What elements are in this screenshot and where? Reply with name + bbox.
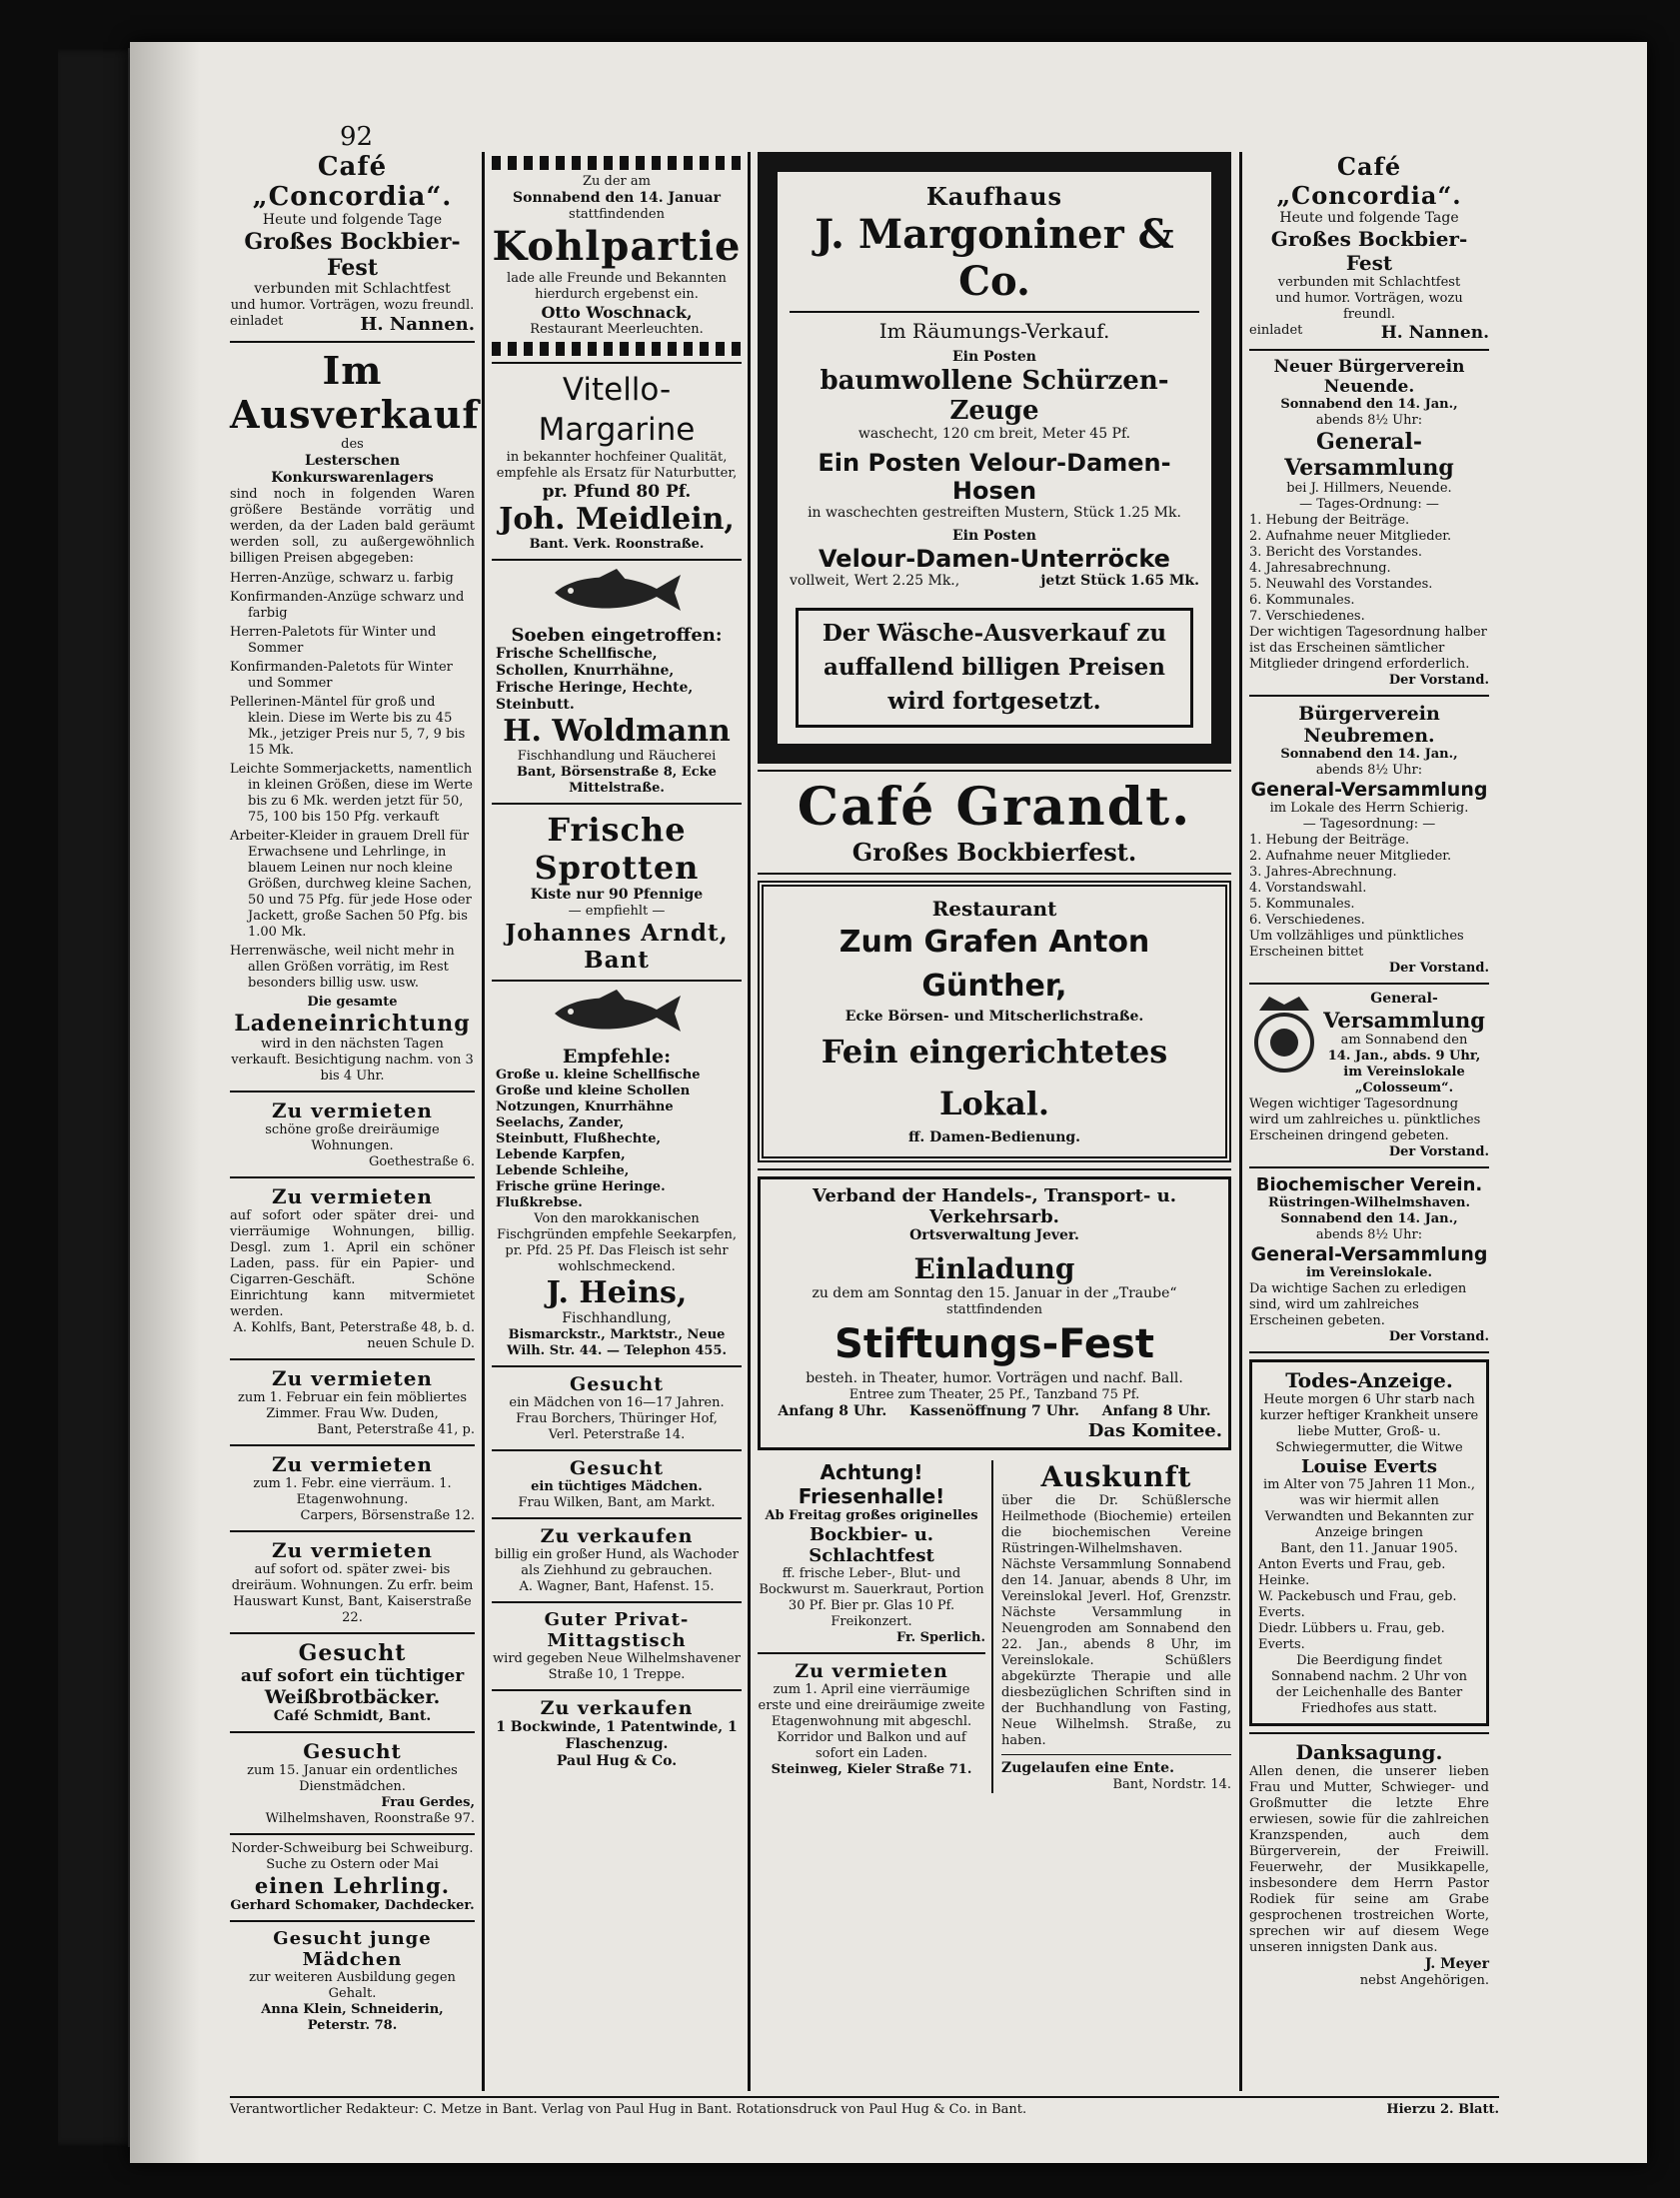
ad-signature: Das Komitee. <box>1087 1420 1222 1441</box>
list-item: Arbeiter-Kleider in grauem Drell für Erwachsene und Lehrlinge, in blauem Leinen nur noch kleine Größen, durchweg kleine Sachen, 50 und 75 Pfg. für jede Hose oder Jackett, große Sachen 50 Pfg. bis 1.00 Mk. <box>230 829 472 940</box>
todesanzeige-ad <box>1249 1359 1489 1726</box>
ad-signature: Der Vorstand. <box>1388 673 1489 688</box>
ad-line: auffallend billigen Preisen <box>824 654 1165 681</box>
concordia-ad <box>230 152 475 335</box>
ad-line: 14. Jan., abds. 9 Uhr, <box>1327 1049 1481 1064</box>
ad-line: Heute und folgende Tage <box>1279 210 1459 226</box>
ad-line: im Lokale des Herrn Schierig. <box>1269 801 1469 816</box>
ausverkauf-ad <box>230 348 480 1085</box>
ad-text: ein tüchtiges Mädchen. <box>531 1479 703 1494</box>
ad-line: — empfiehlt — <box>568 904 666 919</box>
ad-text: lade alle Freunde und Bekannten hierdurch ergebenst ein. <box>507 271 727 302</box>
list-item: Anton Everts und Frau, geb. Heinke. <box>1258 1557 1446 1588</box>
ad-line: ff. Damen-Bedienung. <box>907 1129 1081 1145</box>
ad-heading: Versammlung <box>1323 1008 1485 1033</box>
ad-line: verbunden mit Schlachtfest <box>254 281 451 297</box>
ad-line: Heute und folgende Tage <box>262 212 443 228</box>
neuende-ad <box>1249 357 1489 689</box>
sprotten-ad <box>492 811 742 974</box>
ad-line: empfehle als Ersatz für Naturbutter, <box>496 466 738 481</box>
ad-signature: Goethestraße 6. <box>369 1154 475 1169</box>
list-item: Konfirmanden-Anzüge schwarz und farbig <box>230 590 465 621</box>
ad-heading: General-Versammlung <box>1284 429 1454 481</box>
classified-ad <box>230 1366 475 1438</box>
colosseum-ad <box>1249 991 1489 1160</box>
fish-icon <box>547 988 687 1040</box>
ad-line: vollweit, Wert 2.25 Mk., <box>790 573 960 589</box>
ad-line: stattfindenden <box>569 207 665 222</box>
ad-title: Frische Sprotten <box>534 811 700 887</box>
ad-heading: Zu vermieten <box>272 1452 433 1476</box>
heins-ad <box>492 1046 742 1359</box>
ad-line: waschecht, 120 cm breit, Meter 45 Pf. <box>857 426 1131 442</box>
newspaper-page <box>130 42 1647 2163</box>
list-item: Herren-Anzüge, schwarz u. farbig <box>230 571 454 586</box>
list-item: 6. Kommunales. <box>1249 593 1355 608</box>
ad-heading: General-Versammlung <box>1250 1243 1488 1265</box>
gesucht-dienstmaedchen-ad <box>230 1739 475 1827</box>
list-item: Große u. kleine Schellfische <box>496 1068 701 1083</box>
ad-heading: Gesucht <box>570 1457 664 1479</box>
ad-line: zu dem am Sonntag den 15. Januar in der „Traube“ <box>812 1285 1177 1301</box>
ad-title: J. Heins, <box>546 1275 688 1310</box>
ad-signature: H. Nannen. <box>1380 323 1489 343</box>
gesucht-baecker-ad <box>230 1640 475 1725</box>
ad-line: Sonnabend den 14. Jan., <box>1280 747 1458 762</box>
ad-line: Kaufhaus <box>925 182 1063 211</box>
ad-heading: Empfehle: <box>562 1046 672 1068</box>
ad-text: Wegen wichtiger Tagesordnung wird um zahlreiches u. pünktliches Erscheinen dringend gebeten. <box>1249 1097 1481 1143</box>
ad-line: im Vereinslokale <box>1343 1065 1465 1080</box>
ad-title: Vitello-Margarine <box>538 372 696 448</box>
ad-title: Neuer Bürgerverein Neuende. <box>1273 357 1465 397</box>
list-item: 1. Hebung der Beiträge. <box>1249 833 1410 848</box>
ad-text: auf sofort od. später zwei- bis dreiräum. Wohnungen. Zu erfr. beim Hauswart Kunst, Bant, Kaiserstraße 22. <box>231 1562 474 1625</box>
page-footer <box>230 2096 1499 2118</box>
ad-title: Café „Concordia“. <box>252 152 453 212</box>
ad-heading: Gesucht <box>570 1373 664 1395</box>
ad-text: über die Dr. Schüßlersche Heilmethode (Biochemie) erteilen die biochemischen Vereine Rüstringen-Wilhelmshaven. Nächste Versammlung Sonnabend den 14. Januar, abends 8 Uhr, im Vereinslokal Jeverl. Hof, Grenzstr. Nächste Versammlung in Neuengroden am Sonnabend den 22. Jan., abends 8 Uhr, im Vereinslokale. Schüßlers abgekürzte Therapie und alle diesbezüglichen Schriften sind in der Buchhandlung von Fasting, Neue Wilhelmsh. Straße, zu haben. <box>1001 1493 1231 1748</box>
ad-signature: Gerhard Schomaker, Dachdecker. <box>230 1898 475 1913</box>
ad-line: Ein Posten <box>952 528 1036 544</box>
ad-heading: Louise Everts <box>1300 1456 1437 1477</box>
ad-heading: einen Lehrling. <box>254 1873 451 1898</box>
danksagung-ad <box>1249 1740 1489 1989</box>
list-item: Frische Schellfische, <box>496 646 658 662</box>
classified-ad <box>492 1697 742 1770</box>
concordia-ad <box>1249 152 1489 343</box>
ad-heading: General-Versammlung <box>1250 779 1488 801</box>
ad-heading: Zugelaufen eine Ente. <box>1001 1760 1174 1776</box>
ad-text: billig ein großer Hund, als Wachoder als Ziehhund zu gebrauchen. <box>495 1547 739 1578</box>
list-item: Flußkrebse. <box>496 1195 583 1210</box>
ad-text: im Alter von 75 Jahren 11 Mon., was wir hiermit allen Verwandten und Bekannten zur Anzeige bringen <box>1263 1477 1475 1540</box>
ad-signature: Paul Hug & Co. <box>556 1753 678 1769</box>
list-item: 6. Verschiedenes. <box>1249 913 1365 928</box>
classified-ad <box>492 1373 742 1443</box>
ad-title: Café Grandt. <box>797 777 1192 838</box>
vitello-ad <box>492 370 742 553</box>
friesenhalle-ad <box>758 1460 985 1646</box>
ad-line: Der Wäsche-Ausverkauf zu <box>822 620 1167 647</box>
ad-signature: Frau Wilken, Bant, am Markt. <box>518 1495 716 1510</box>
ad-line: im Vereinslokale. <box>1306 1265 1432 1280</box>
ad-text: Von den marokkanischen Fischgründen empfehle Seekarpfen, pr. Pfd. 25 Pf. Das Fleisch ist sehr wohlschmeckend. <box>497 1211 737 1274</box>
ad-signature: Otto Woschnack, <box>541 303 693 322</box>
ad-signature: Wilhelmshaven, Roonstraße 97. <box>265 1811 475 1826</box>
ad-title: Bürgerverein Neubremen. <box>1298 703 1440 747</box>
ad-text: Der wichtigen Tagesordnung halber ist das Erscheinen sämtlicher Mitglieder dringend erforderlich. <box>1249 625 1487 672</box>
ad-heading: Ladeneinrichtung <box>234 1011 471 1037</box>
ad-signature: A. Wagner, Bant, Hafenst. 15. <box>519 1579 715 1594</box>
classified-ad <box>230 1538 475 1626</box>
list-item: Lebende Schleihe, <box>496 1163 630 1178</box>
ad-line: wird fortgesetzt. <box>887 688 1101 715</box>
list-item: Frische grüne Heringe. <box>496 1179 666 1194</box>
ente-ad <box>1001 1760 1231 1793</box>
ad-line: in waschechten gestreiften Mustern, Stück 1.25 Mk. <box>808 505 1181 521</box>
ad-line: besteh. in Theater, humor. Vorträgen und nachf. Ball. <box>806 1370 1183 1386</box>
ad-heading: Gesucht <box>298 1640 407 1666</box>
ad-signature: Verl. Peterstraße 14. <box>548 1427 686 1442</box>
maedchen-ad <box>230 1928 475 2034</box>
ad-title: Im Ausverkauf <box>230 348 480 437</box>
ad-heading: Velour-Damen-Unterröcke <box>819 545 1170 573</box>
ad-line: „Colosseum“. <box>1354 1081 1454 1096</box>
ad-line: auf sofort ein tüchtiger <box>240 1666 465 1686</box>
ad-line: abends 8½ Uhr: <box>1315 1227 1423 1242</box>
ad-line: Restaurant Meerleuchten. <box>530 322 704 337</box>
list-item: 3. Jahres-Abrechnung. <box>1249 865 1397 880</box>
ad-line: abends 8½ Uhr: <box>1315 413 1423 428</box>
ad-line: Im Räumungs-Verkauf. <box>878 319 1110 343</box>
ad-line: Entree zum Theater, 25 Pf., Tanzband 75 Pf. <box>848 1387 1140 1402</box>
ad-title: Auskunft <box>1040 1460 1192 1493</box>
ad-title: Kohlpartie <box>492 223 742 270</box>
column-2 <box>492 152 742 1770</box>
list-item: 5. Neuwahl des Vorstandes. <box>1249 577 1433 592</box>
ad-heading: Zu vermieten <box>272 1366 433 1390</box>
ad-line: — Tagesordnung: — <box>1302 817 1436 832</box>
list-item: 2. Aufnahme neuer Mitglieder. <box>1249 529 1452 544</box>
column-3 <box>758 152 1231 1793</box>
ad-signature: A. Kohlfs, Bant, Peterstraße 48, b. d. neuen Schule D. <box>233 1320 475 1351</box>
imprint: Verantwortlicher Redakteur: C. Metze in Bant. Verlag von Paul Hug in Bant. Rotationsdruck von Paul Hug & Co. in Bant. <box>230 2102 1027 2117</box>
ad-text: zum 1. Februar ein fein möbliertes Zimmer. Frau Ww. Duden, <box>237 1390 468 1421</box>
classified-ad <box>492 1457 742 1511</box>
ad-title: Danksagung. <box>1295 1740 1443 1764</box>
list-item: Konfirmanden-Paletots für Winter und Sommer <box>230 660 453 691</box>
ad-line: wird in den nächsten Tagen verkauft. Besichtigung nachm. von 3 bis 4 Uhr. <box>231 1037 474 1084</box>
ad-line: Sonnabend den 14. Januar <box>513 190 721 206</box>
ad-heading: Fein eingerichtetes Lokal. <box>821 1033 1168 1122</box>
ad-line: — Tages-Ordnung: — <box>1299 497 1439 512</box>
ad-title: Stiftungs-Fest <box>835 1321 1154 1367</box>
ad-heading: Gesucht <box>303 1739 402 1763</box>
list-item: 2. Aufnahme neuer Mitglieder. <box>1249 849 1452 864</box>
ad-signature: Anna Klein, Schneiderin, Peterstr. 78. <box>261 2002 444 2033</box>
list-item: Lebende Karpfen, <box>496 1147 626 1162</box>
ad-text: schöne große dreiräumige Wohnungen. <box>265 1122 440 1153</box>
margoniner-ad <box>758 152 1231 764</box>
classified-ad <box>230 1099 475 1170</box>
vermieten-ad <box>758 1660 985 1778</box>
list-item: 5. Kommunales. <box>1249 897 1355 912</box>
ad-signature: Frau Gerdes, <box>381 1795 475 1810</box>
ad-line: pr. Pfund 80 Pf. <box>542 482 692 502</box>
ad-signature: nebst Angehörigen. <box>1359 1973 1489 1988</box>
ad-box <box>796 608 1193 728</box>
ad-title: Einladung <box>913 1252 1075 1285</box>
ad-title: Johannes Arndt, Bant <box>505 920 729 974</box>
ad-text: zum 1. April eine vierräumige erste und eine dreiräumige zweite Etagenwohnung mit abgeschl. Korridor und Balkon und auf sofort ein Laden. <box>758 1682 985 1761</box>
list-item: 3. Bericht des Vorstandes. <box>1249 545 1423 560</box>
list-item: 1. Hebung der Beiträge. <box>1249 513 1410 528</box>
ad-line: Ecke Börsen- und Mitscherlichstraße. <box>844 1009 1144 1025</box>
ad-line: Lesterschen Konkurswarenlagers <box>271 453 434 486</box>
ad-text: ff. frische Leber-, Blut- und Bockwurst m. Sauerkraut, Portion 30 Pf. Bier pr. Glas 10 Pf. Freikonzert. <box>759 1566 984 1629</box>
ad-text: zum 15. Januar ein ordentliches Dienstmädchen. <box>247 1763 458 1794</box>
ad-line: Zu der am <box>583 174 651 189</box>
lehrling-ad <box>230 1841 475 1914</box>
ad-line: Rüstringen-Wilhelmshaven. <box>1268 1195 1470 1210</box>
kohlpartie-ad <box>492 174 742 338</box>
list-item: Frische Heringe, Hechte, <box>496 680 694 696</box>
grandt-ad <box>758 778 1231 867</box>
column-1 <box>230 152 480 2034</box>
ad-heading: Gesucht junge Mädchen <box>273 1928 432 1970</box>
ad-heading: Guter Privat-Mittagstisch <box>544 1609 690 1651</box>
ad-heading: Zu vermieten <box>795 1660 948 1682</box>
ad-heading: Großes Bockbierfest. <box>851 838 1137 867</box>
list-item: Herrenwäsche, weil nicht mehr in allen Größen vorrätig, im Rest besonders billig usw. usw. <box>230 944 455 991</box>
ad-signature: Der Vorstand. <box>1388 961 1489 976</box>
ad-heading: Großes Bockbier-Fest <box>244 229 461 281</box>
ad-heading: Zu vermieten <box>272 1538 433 1562</box>
ad-title: Biochemischer Verein. <box>1255 1174 1483 1195</box>
verband-ad <box>758 1176 1231 1450</box>
ad-text: ein Mädchen von 16—17 Jahren. Frau Borchers, Thüringer Hof, <box>509 1395 725 1426</box>
woldmann-ad <box>492 625 742 797</box>
list-item: Seelachs, Zander, <box>496 1115 625 1130</box>
ad-line: Kassenöffnung 7 Uhr. <box>908 1403 1080 1419</box>
ad-line: einladet <box>230 314 284 329</box>
ad-title: H. Woldmann <box>503 714 731 749</box>
ad-line: Weißbrotbäcker. <box>264 1686 441 1708</box>
ad-signature: H. Nannen. <box>360 314 475 335</box>
list-item: 4. Vorstandswahl. <box>1249 881 1367 896</box>
ad-text: Heute morgen 6 Uhr starb nach kurzer heftiger Krankheit unsere liebe Mutter, Groß- u. Schwiegermutter, die Witwe <box>1259 1392 1479 1455</box>
ad-line: stattfindenden <box>946 1302 1042 1317</box>
ad-signature: Bant, Nordstr. 14. <box>1112 1777 1231 1792</box>
ad-heading: Zu verkaufen <box>540 1525 694 1547</box>
ad-line: jetzt Stück 1.65 Mk. <box>1040 573 1199 589</box>
ad-heading: Bockbier- u. Schlachtfest <box>809 1524 934 1566</box>
ad-line: Ein Posten <box>952 349 1036 365</box>
classified-ad <box>230 1452 475 1524</box>
ad-title: Joh. Meidlein, <box>499 502 735 537</box>
ad-signature: Carpers, Börsenstraße 12. <box>300 1508 475 1523</box>
ad-line: am Sonnabend den <box>1340 1033 1468 1048</box>
classified-ad <box>230 1184 475 1352</box>
ad-line: Ab Freitag großes originelles <box>765 1508 978 1523</box>
ad-title: Café „Concordia“. <box>1276 152 1462 210</box>
ad-line: General- <box>1370 991 1438 1007</box>
ad-line: Sonnabend den 14. Jan., <box>1280 397 1458 412</box>
ad-signature: Der Vorstand. <box>1388 1329 1489 1344</box>
ad-title: Zum Grafen Anton Günther, <box>839 925 1150 1004</box>
column-4 <box>1249 152 1489 1989</box>
biochem-ad <box>1249 1174 1489 1345</box>
ad-heading: baumwollene Schürzen-Zeuge <box>820 366 1169 426</box>
ad-text: Allen denen, die unserer lieben Frau und Mutter, Schwieger- und Großmutter die letzte Ehre erwiesen, sowie für die zahlreichen Kranzspenden, auch dem Bürgerverein, der Freiwill. Feuerwehr, der Musikkapelle, insbesondere dem Herrn Pastor Rodiek für seine am Grabe gesprochenen trostreichen Worte, sprechen wir auf diesem Wege unseren innigsten Dank aus. <box>1249 1764 1489 1955</box>
ad-text: wird gegeben Neue Wilhelmshavener Straße 10, 1 Treppe. <box>493 1651 741 1682</box>
list-item: Große und kleine Schollen <box>496 1084 691 1099</box>
ad-signature: Café Schmidt, Bant. <box>273 1708 432 1724</box>
list-item: Notzungen, Knurrhähne <box>496 1099 674 1114</box>
ad-text: Norder-Schweiburg bei Schweiburg. Suche zu Ostern oder Mai <box>231 1841 474 1872</box>
ad-line: Fischhandlung, <box>562 1310 672 1326</box>
ad-line: Verband der Handels-, Transport- u. Verkehrsarb. <box>813 1185 1176 1227</box>
ad-line: Bant, Börsenstraße 8, Ecke Mittelstraße. <box>517 765 717 796</box>
ad-title: Achtung! Friesenhalle! <box>798 1460 945 1508</box>
ad-signature: Fr. Sperlich. <box>895 1630 986 1645</box>
list-item: Pellerinen-Mäntel für groß und klein. Diese im Werte bis zu 45 Mk., jetziger Preis nur 5, 7, 9 bis 15 Mk. <box>230 695 466 758</box>
ad-line: Bismarckstr., Marktstr., Neue Wilh. Str. 44. — Telephon 455. <box>506 1327 728 1358</box>
ad-signature: J. Meyer <box>1424 1956 1489 1972</box>
ad-line: Fischhandlung und Räucherei <box>517 749 717 764</box>
ad-heading: Soeben eingetroffen: <box>511 625 723 646</box>
classified-ad <box>492 1525 742 1595</box>
ad-text: Um vollzähliges und pünktliches Erscheinen bittet <box>1249 929 1464 960</box>
ad-line: Bant, den 11. Januar 1905. <box>1280 1541 1458 1556</box>
ad-line: einladet <box>1249 323 1303 338</box>
list-item: W. Packebusch und Frau, geb. Everts. <box>1258 1589 1457 1620</box>
ad-text: auf sofort oder später drei- und vierräumige Wohnungen, billig. Desgl. zum 1. April ein schöner Laden, pass. für ein Papier- und Cigarren-Geschäft. Schöne Einrichtung kann mitvermietet werden. <box>230 1208 475 1319</box>
ad-signature: Der Vorstand. <box>1388 1144 1489 1159</box>
ad-line: Restaurant <box>931 897 1057 921</box>
ad-text: sind noch in folgenden Waren größere Bestände vorrätig und werden, da der Laden bald geräumt werden soll, zu außergewöhnlich billigen Preisen abgegeben: <box>230 487 475 566</box>
classified-ad <box>492 1609 742 1683</box>
supplement-note: Hierzu 2. Blatt. <box>1386 2102 1499 2117</box>
auskunft-ad <box>1001 1460 1231 1749</box>
ad-line: und humor. Vorträgen, wozu freundl. <box>1275 291 1463 322</box>
page-number: 92 <box>340 122 374 152</box>
list-item: 7. Verschiedenes. <box>1249 609 1365 624</box>
ad-title: J. Margoniner & Co. <box>815 211 1174 305</box>
ad-line: abends 8½ Uhr: <box>1315 763 1423 778</box>
ad-line: Bant. Verk. Roonstraße. <box>529 537 705 552</box>
ad-heading: Zu vermieten <box>272 1099 433 1122</box>
ad-line: bei J. Hillmers, Neuende. <box>1286 481 1452 496</box>
fish-icon <box>547 567 687 619</box>
ad-signature: Steinweg, Kieler Straße 71. <box>771 1762 972 1777</box>
ad-line: verbunden mit Schlachtfest <box>1277 275 1461 290</box>
ad-text: Da wichtige Sachen zu erledigen sind, wird um zahlreiches Erscheinen gebeten. <box>1249 1281 1467 1328</box>
ad-line: und humor. Vorträgen, wozu freundl. <box>230 298 475 313</box>
list-item: Schollen, Knurrhähne, <box>496 663 675 679</box>
neubremen-ad <box>1249 703 1489 977</box>
ad-title: Todes-Anzeige. <box>1285 1368 1453 1392</box>
list-item: 4. Jahresabrechnung. <box>1249 561 1391 576</box>
anton-guenther-ad <box>758 881 1231 1162</box>
ad-line: des <box>341 437 364 452</box>
ad-text: Die Beerdigung findet Sonnabend nachm. 2 Uhr von der Leichenhalle des Banter Friedhofes aus statt. <box>1270 1653 1468 1716</box>
ad-line: in bekannter hochfeiner Qualität, <box>506 450 728 465</box>
ad-heading: Zu verkaufen <box>540 1697 694 1719</box>
ad-line: Sonnabend den 14. Jan., <box>1280 1211 1458 1226</box>
list-item: Herren-Paletots für Winter und Sommer <box>230 625 437 656</box>
list-item: Diedr. Lübbers u. Frau, geb. Everts. <box>1258 1621 1445 1652</box>
list-item: Leichte Sommerjacketts, namentlich in kleinen Größen, diese im Werte bis zu 6 Mk. werden jetzt für 50, 75, 100 bis 150 Pfg. verkauft <box>230 762 473 825</box>
ad-heading: Großes Bockbier-Fest <box>1270 227 1468 275</box>
ad-line: Anfang 8 Uhr. <box>778 1403 887 1419</box>
ad-line: Die gesamte <box>307 995 398 1010</box>
list-item: Steinbutt. <box>496 697 575 713</box>
ad-heading: Zu vermieten <box>272 1184 433 1208</box>
ad-line: Ortsverwaltung Jever. <box>909 1227 1079 1243</box>
ad-text: zum 1. Febr. eine vierräum. 1. Etagenwohnung. <box>253 1476 452 1507</box>
ad-text: 1 Bockwinde, 1 Patentwinde, 1 Flaschenzug. <box>496 1719 738 1752</box>
emblem-icon <box>1249 991 1319 1081</box>
ad-line: Anfang 8 Uhr. <box>1101 1403 1211 1419</box>
ad-line: Kiste nur 90 Pfennige <box>530 887 704 903</box>
ad-heading: Ein Posten Velour-Damen-Hosen <box>818 449 1171 505</box>
ad-signature: Bant, Peterstraße 41, p. <box>317 1422 475 1437</box>
ad-text: zur weiteren Ausbildung gegen Gehalt. <box>249 1970 456 2001</box>
list-item: Steinbutt, Flußhechte, <box>496 1131 662 1146</box>
